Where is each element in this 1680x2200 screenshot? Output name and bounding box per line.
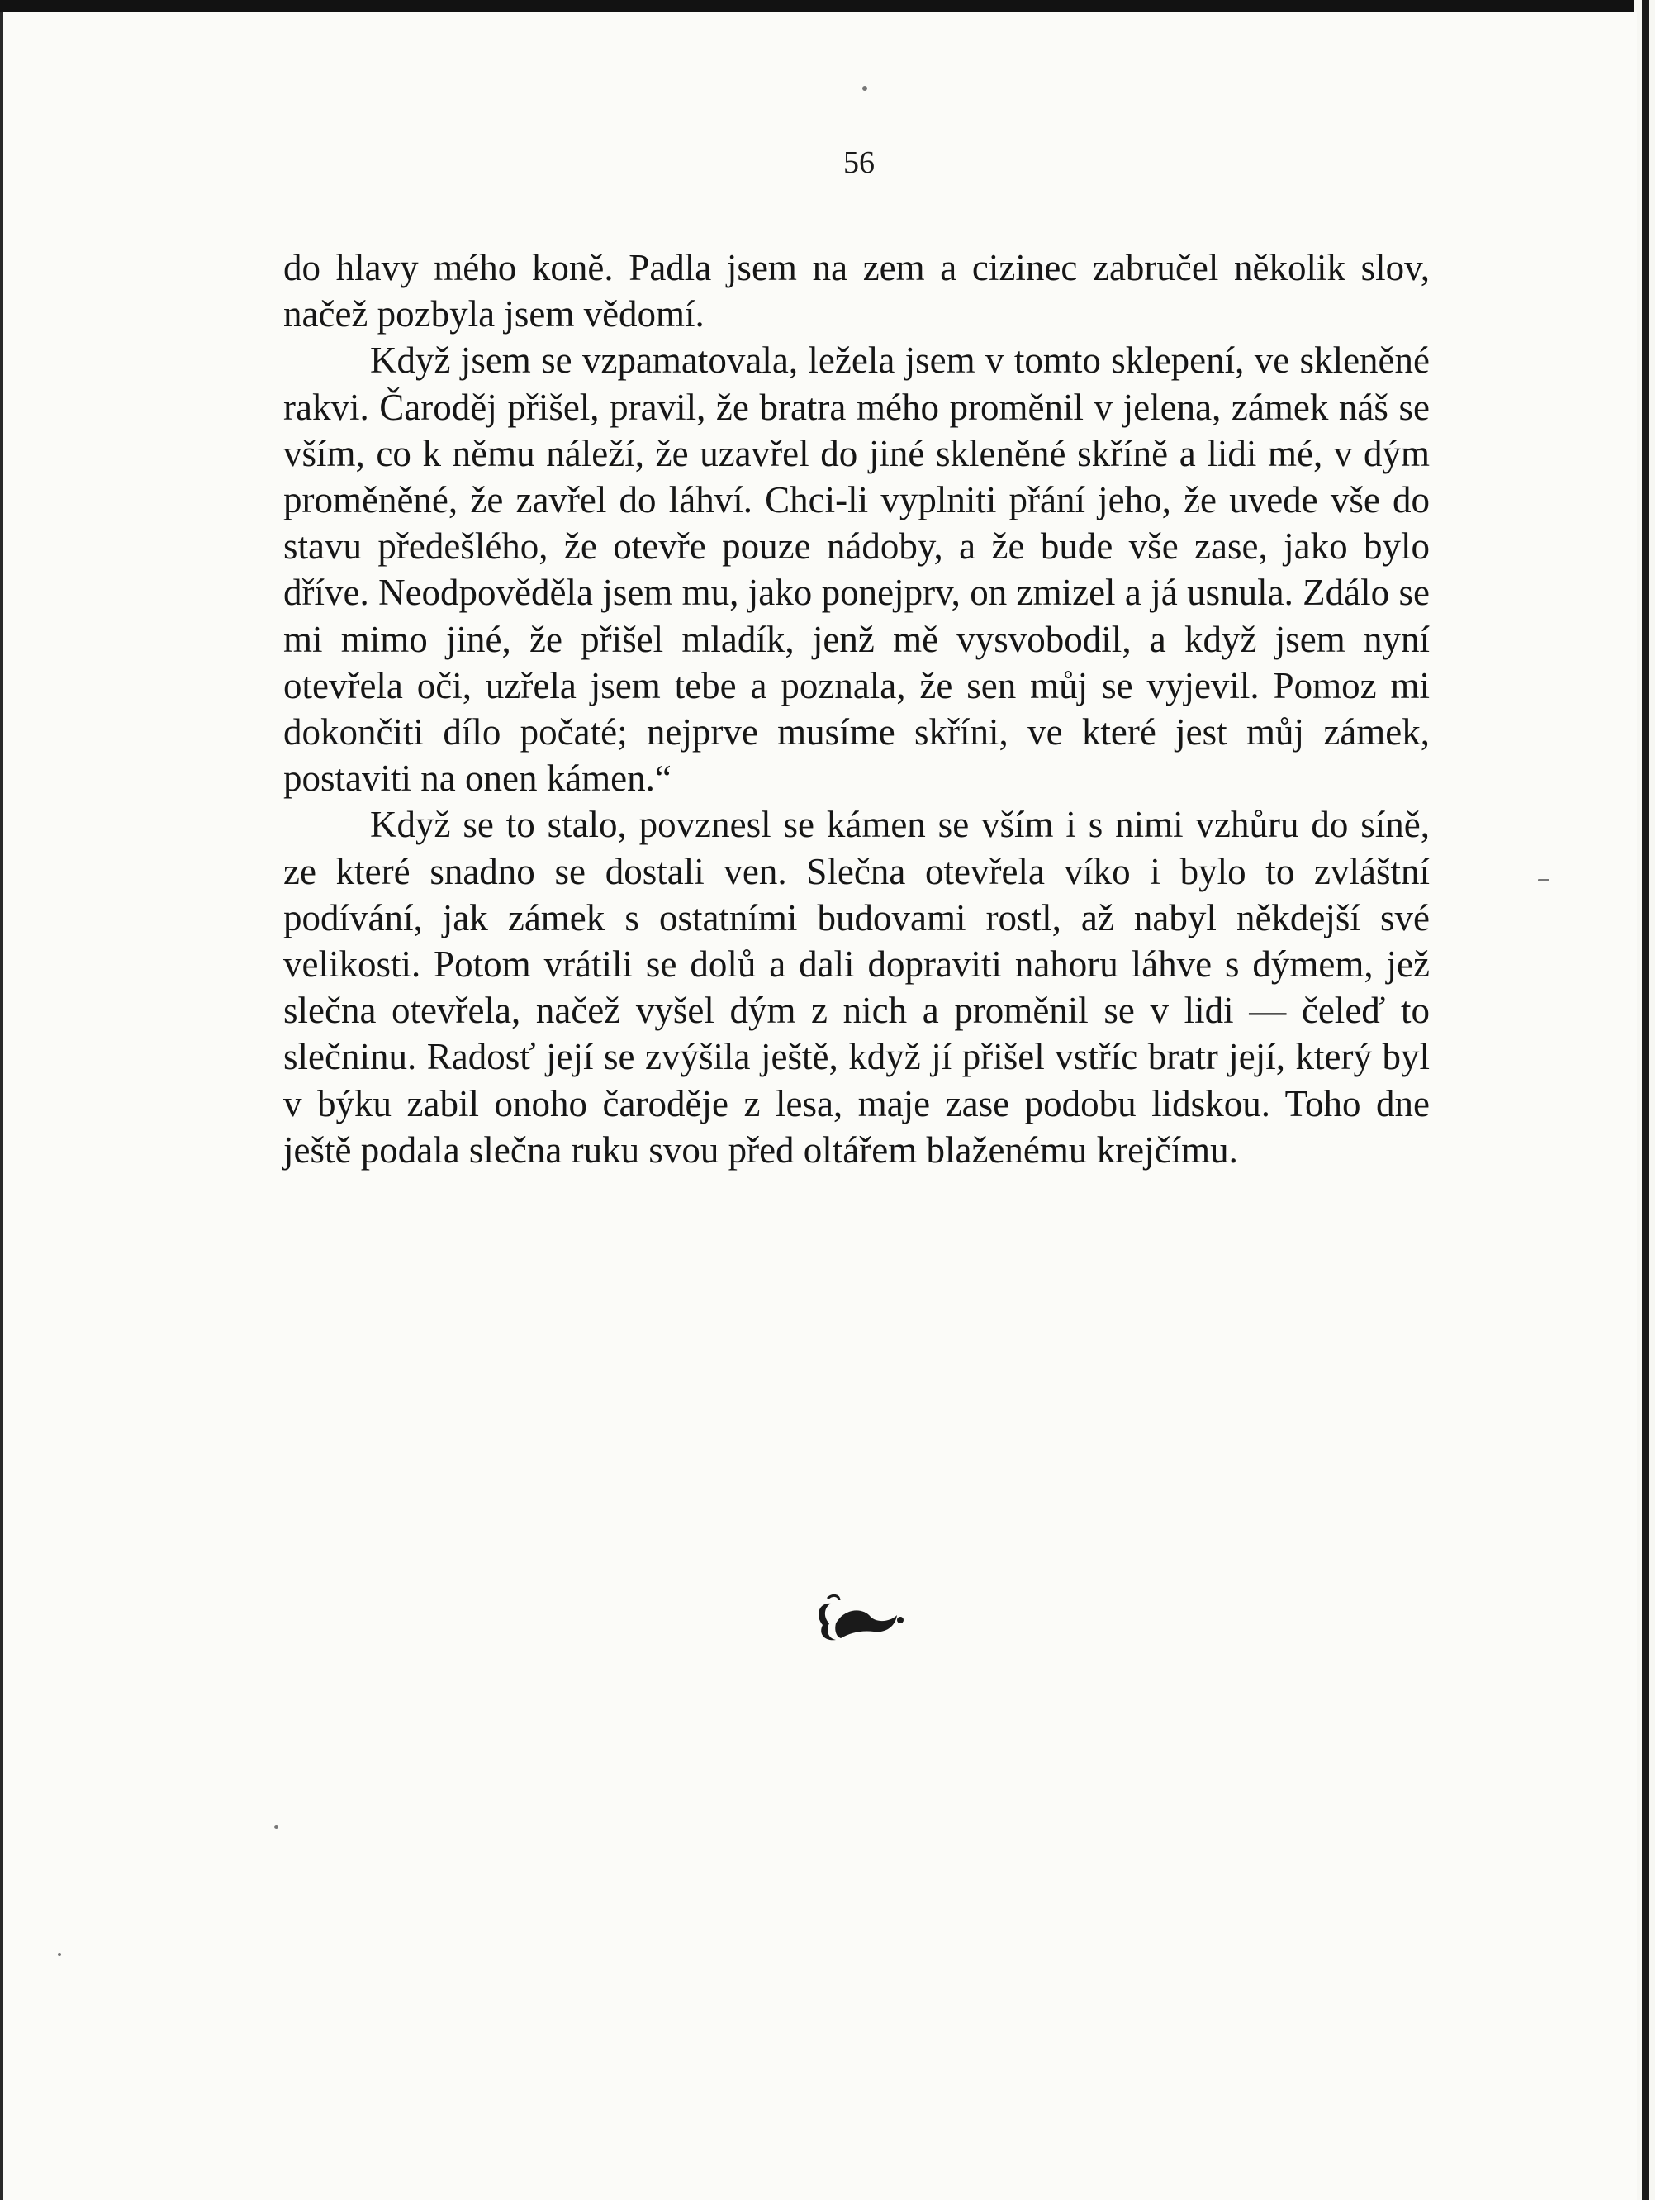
fleuron-ornament-icon <box>811 1590 910 1648</box>
paper-speck <box>58 1953 61 1956</box>
paragraph-ending: Když se to stalo, povznesl se kámen se vším i s nimi vzhůru do síně, ze které snadno se dostali ven. Slečna otevřela víko i bylo to zvláštní podívání, jak zámek s ostatními budovami rostl, až nabyl někdejší své velikosti. Potom vrátili se dolů a dali dopraviti nahoru láhve s dýmem, jež slečna otevřela, načež vyšel dým z nich a proměnil se v lidi — čeleď to slečninu. Radosť její se zvýšila ještě, když jí přišel vstříc bratr její, který byl v býku zabil onoho čaroděje z lesa, maje zase podobu lidskou. Toho dne ještě podala slečna ruku svou před oltářem blaženému krejčímu. <box>283 804 1430 1171</box>
spine-shadow-line <box>1642 0 1649 2200</box>
paragraph-speech: Když jsem se vzpamatovala, ležela jsem v tomto sklepení, ve skleněné rakvi. Čaroděj přišel, pravil, že bratra mého proměnil v jelena, zámek náš se vším, co k němu náleží, že uzavřel do jiné skleněné skříně a lidi mé, v dým proměněné, že zavřel do láhví. Chci-li vyplniti přání jeho, že uvede vše do stavu předešlého, že otevře pouze nádoby, a že bude vše zase, jako bylo dříve. Neodpověděla jsem mu, jako ponejprv, on zmizel a já usnula. Zdálo se mi mimo jiné, že přišel mladík, jenž mě vysvobodil, a když jsem nyní otevřela oči, uzřela jsem tebe a poznala, že sen můj se vyjevil. Pomoz mi dokončiti dílo počaté; nejprve musíme skříni, ve které jest můj zámek, postaviti na onen kámen.“ <box>283 340 1430 800</box>
spine-outer-edge <box>1655 0 1680 2200</box>
paper-speck <box>274 1825 278 1829</box>
paragraph-continuation: do hlavy mého koně. Padla jsem na zem a cizinec zabručel několik slov, načež pozbyla jsem vědomí. <box>283 247 1430 335</box>
paper-speck <box>862 86 867 91</box>
body-text <box>283 245 1430 1173</box>
page-number: 56 <box>843 145 875 180</box>
paper-speck <box>1538 879 1549 881</box>
